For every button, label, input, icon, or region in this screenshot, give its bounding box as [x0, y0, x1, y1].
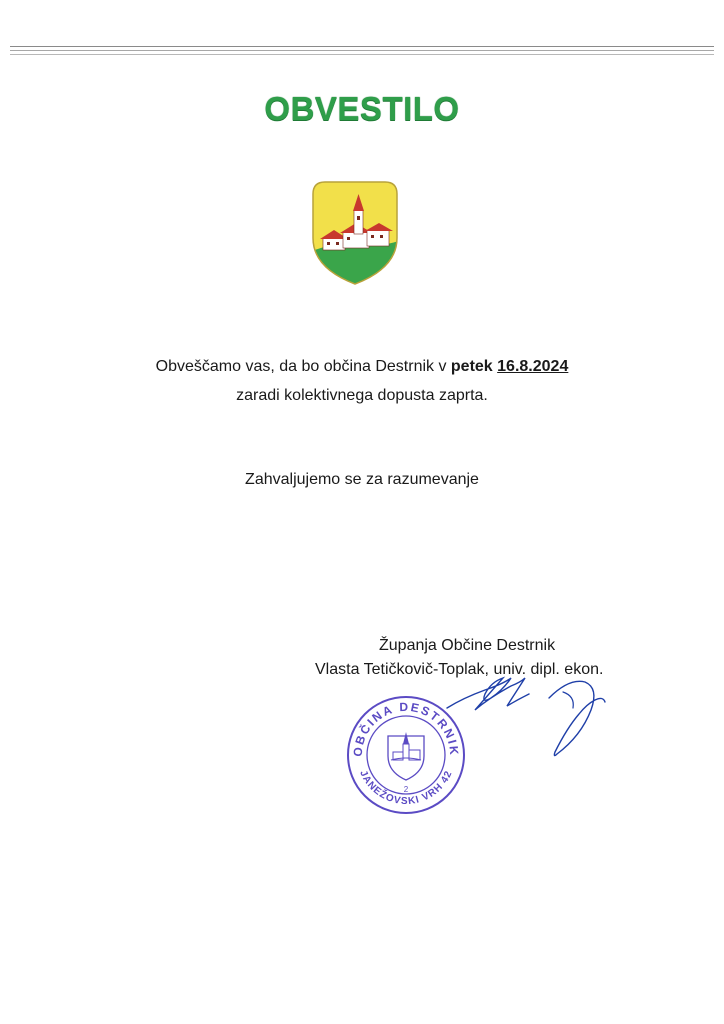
notice-line-1: [0, 357, 724, 377]
handwritten-signature: [445, 668, 620, 764]
stamp-number: 2: [403, 785, 409, 794]
stamp-top-text: OBČINA DESTRNIK: [350, 699, 462, 758]
notice-line-2: zaradi kolektivnega dopusta zaprta.: [236, 387, 488, 404]
notice-day: petek: [450, 358, 493, 375]
coat-of-arms-icon: [309, 180, 401, 286]
signatory-name: Vlasta Tetičkovič-Toplak, univ. dipl. ekon.: [315, 661, 604, 678]
header-rule: [10, 46, 714, 55]
thanks-text: Zahvaljujemo se za razumevanje: [245, 471, 479, 488]
signatory-title: Županja Občine Destrnik: [379, 637, 556, 654]
stamp-bottom-text: JANEŽOVSKI VRH 42: [357, 768, 455, 808]
notice-date: 16.8.2024: [497, 358, 569, 375]
notice-text: Obveščamo vas, da bo občina Destrnik v: [155, 358, 451, 375]
page-title: OBVESTILO: [264, 90, 460, 127]
